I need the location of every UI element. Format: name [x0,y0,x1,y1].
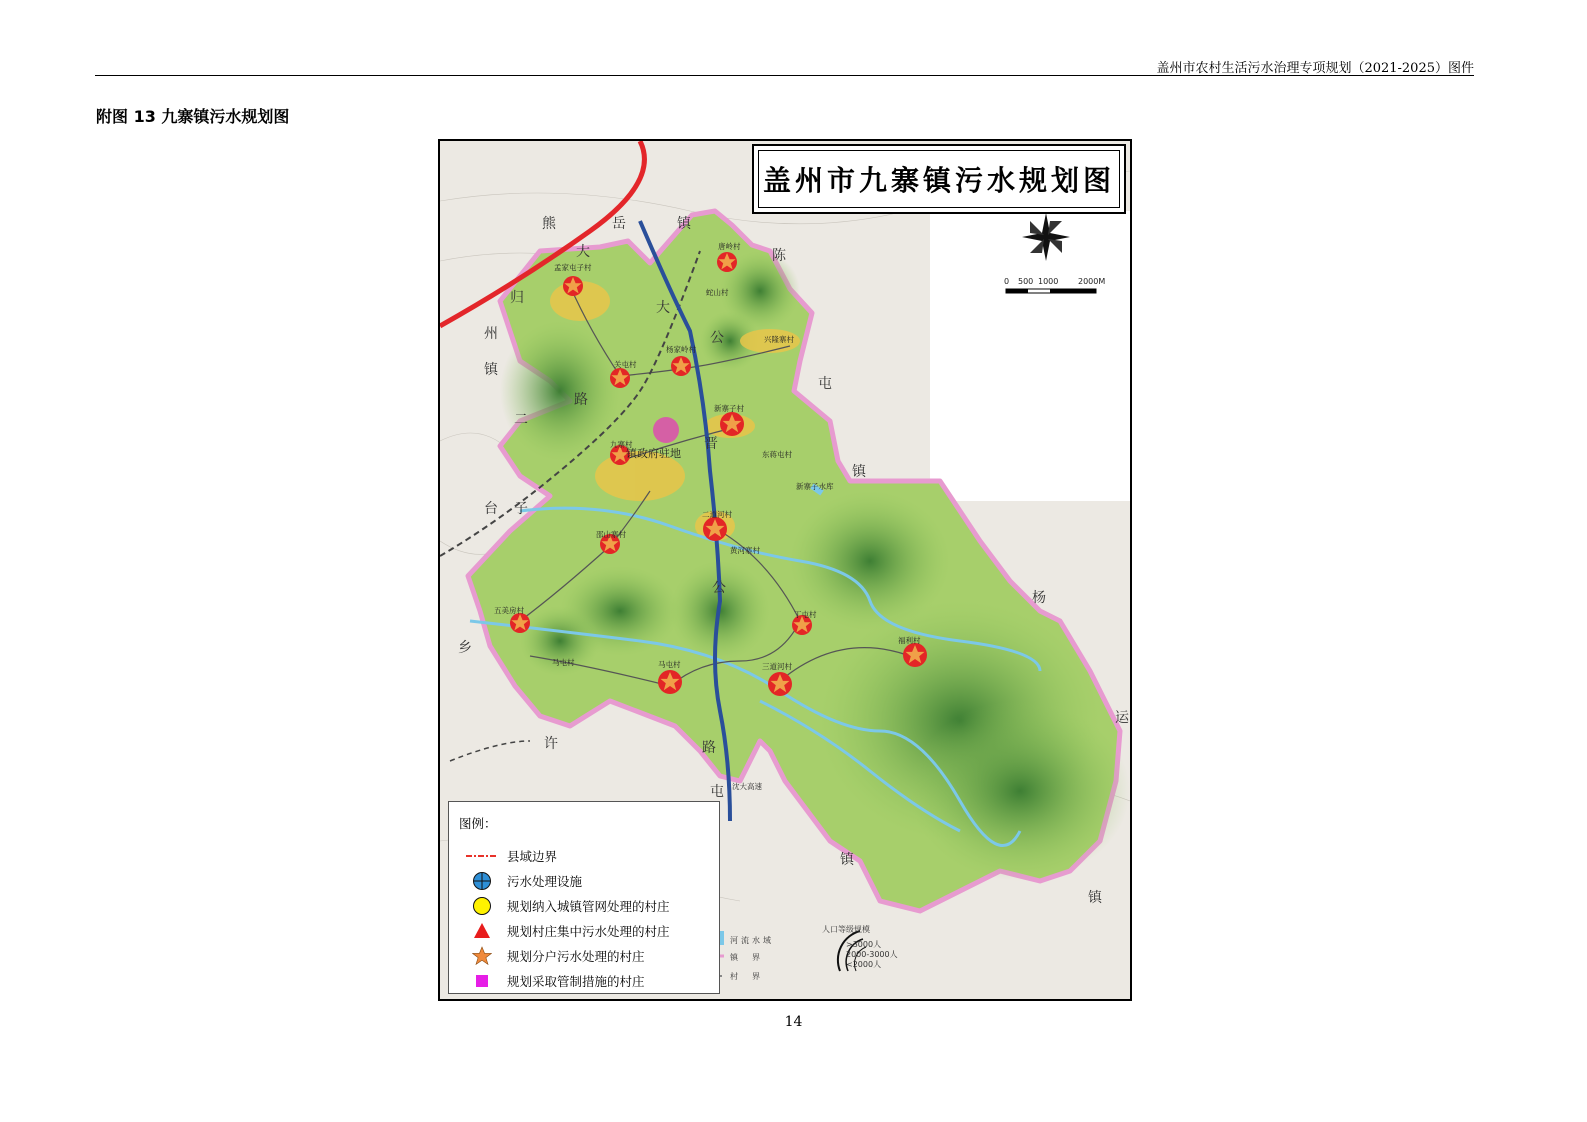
base-legend-village-border: 村界 [730,972,774,981]
legend-item-yellow [465,896,670,916]
scale-label-1000: 1000 [1038,277,1059,286]
scale-label-500: 500 [1018,277,1034,286]
legend-item-triangle [465,921,670,941]
neighbor-label: 大 [576,244,590,260]
neighbor-label: 台 [484,501,498,517]
neighbor-label: 归 [510,290,524,306]
legend-title: 图例： [459,816,497,831]
village-label: 马屯村 [658,660,681,669]
neighbor-label: 公 [712,580,726,596]
base-legend-river: 河流水域 [730,936,774,945]
document-header: 盖州市农村生活污水治理专项规划（2021-2025）图件 [1156,61,1474,76]
railway-2 [450,741,530,761]
blank-area [930,211,1132,501]
population-level: >3000人 [846,940,882,949]
treatment-facility-icon [465,871,499,891]
village-label: 蛇山村 [706,288,729,297]
village-label: 五美房村 [494,606,524,615]
legend [448,801,720,994]
neighbor-label: 镇 [852,464,866,480]
legend-label: 规划采取管制措施的村庄 [507,974,645,989]
population-level: <2000人 [846,960,882,969]
legend-item-treatment [465,871,582,891]
page-number: 14 [784,1014,803,1030]
village-label: 马屯村 [552,658,575,667]
neighbor-label: 公 [710,330,724,346]
village-label: 唐岭村 [718,242,741,251]
neighbor-label: 屯 [710,784,724,800]
village-label: 黄河寨村 [730,546,760,555]
population-level: 2000-3000人 [846,950,898,959]
neighbor-label: 陈 [772,248,786,264]
neighbor-label: 熊 [542,216,556,232]
legend-label: 污水处理设施 [507,874,583,889]
legend-item-square [465,971,645,991]
scale-label-2000: 2000M [1078,277,1106,286]
village-label: 福利村 [898,636,921,645]
village-label: 杨家岭村 [666,345,696,354]
header-rule [95,75,1474,76]
neighbor-label: 杨 [1032,590,1046,606]
magenta-square-icon [465,971,499,991]
village-label: 关屯村 [614,360,637,369]
neighbor-label: 晋 [704,436,718,452]
population-title: 人口等级规模 [822,925,870,934]
map-title-box [752,144,1126,214]
base-legend-town-border: 镇界 [730,953,774,962]
neighbor-label: 乡 [458,640,472,656]
map-title: 盖州市九寨镇污水规划图 [758,150,1120,208]
village-label: 邵山寨村 [596,530,626,539]
neighbor-label: 岳 [612,216,626,232]
neighbor-label: 许 [544,736,558,752]
neighbor-label: 路 [574,392,588,408]
legend-label: 县域边界 [507,849,558,864]
boundary-line-icon [465,846,499,866]
neighbor-label: 运 [1115,710,1129,726]
neighbor-label: 镇 [677,216,691,232]
figure-caption: 附图 13 九寨镇污水规划图 [96,107,290,126]
village-label: 孟家屯子村 [554,263,592,272]
village-label: 九寨村 [610,440,633,449]
map-frame [438,139,1132,1001]
neighbor-label: 镇 [840,852,854,868]
neighbor-label: 子 [514,501,528,517]
yellow-circle-icon [465,896,499,916]
scale-label-0: 0 [1004,277,1010,286]
legend-label: 规划分户污水处理的村庄 [507,949,645,964]
village-label: 兴隆寨村 [764,335,794,344]
neighbor-label: 大 [656,300,670,316]
neighbor-label: 镇 [1088,890,1102,906]
village-label: 东蒋屯村 [762,450,792,459]
neighbor-label: 镇 [484,362,498,378]
road-label: 沈大高速 [732,782,762,791]
legend-label: 规划村庄集中污水处理的村庄 [507,924,670,939]
scale-bar [1006,289,1096,293]
town-center-label: 镇政府驻地 [626,447,681,460]
legend-item-boundary [465,846,557,866]
red-triangle-icon [465,921,499,941]
town-center-marker [653,417,679,443]
village-label: 新寨子村 [714,404,744,413]
village-label: 二道河村 [702,510,732,519]
neighbor-label: 二 [514,412,528,428]
village-label: 三道河村 [762,662,792,671]
reservoir-label: 新寨子水库 [796,482,834,491]
orange-star-icon [465,946,499,966]
legend-item-star [465,946,645,966]
neighbor-label: 路 [702,740,716,756]
neighbor-label: 州 [484,326,498,342]
village-label: 丁屯村 [794,610,817,619]
neighbor-label: 屯 [818,376,832,392]
legend-label: 规划纳入城镇管网处理的村庄 [507,899,670,914]
